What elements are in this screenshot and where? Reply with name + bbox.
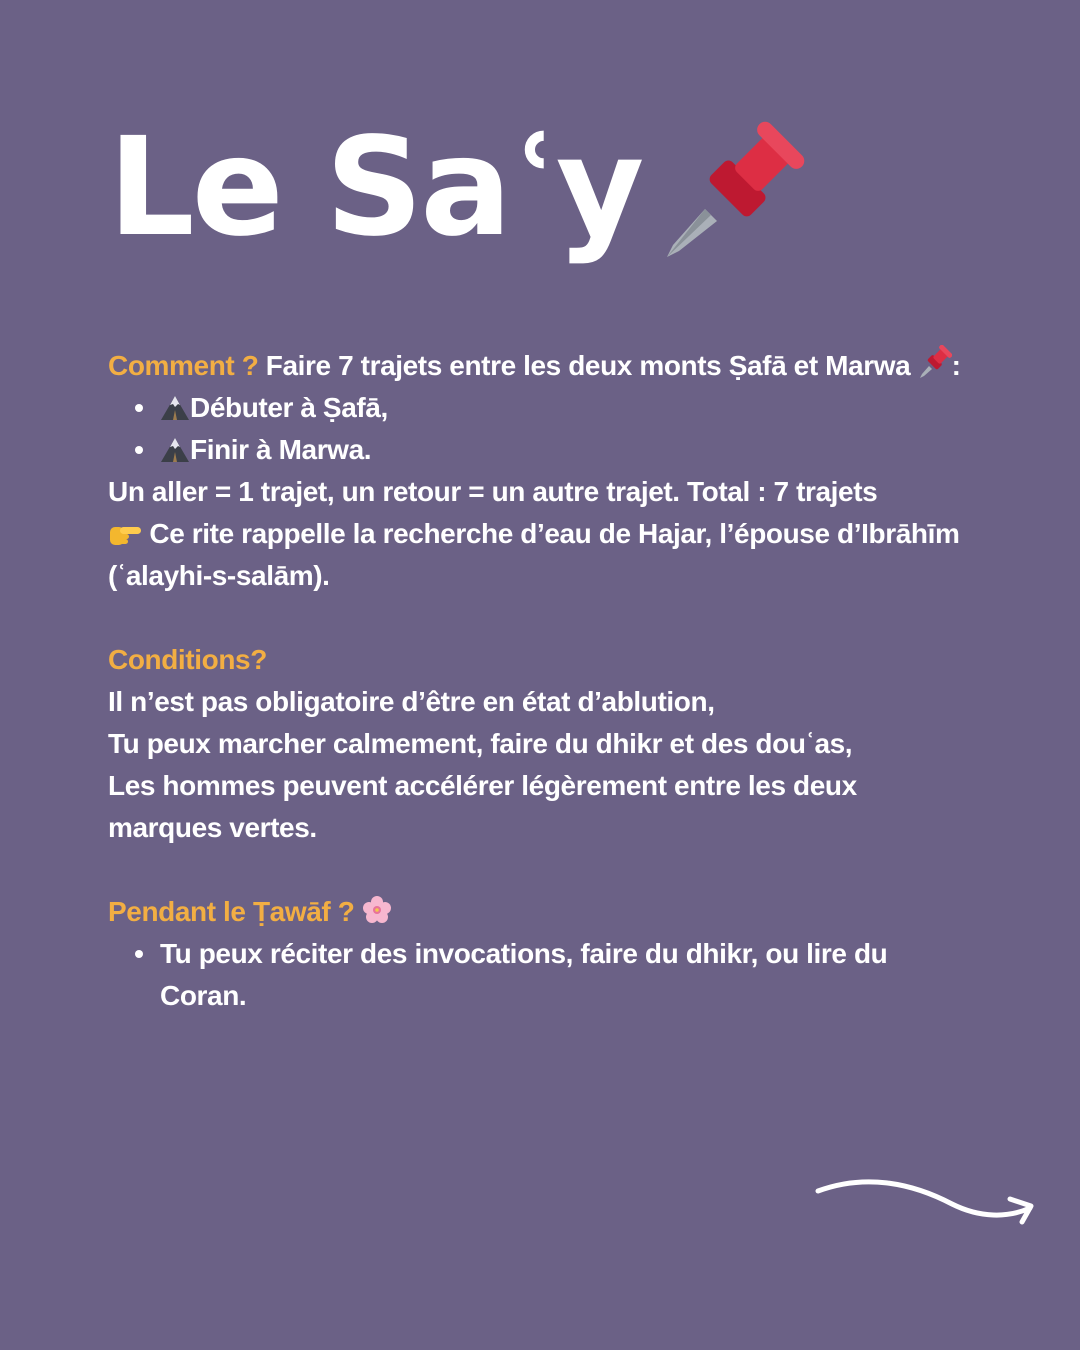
list-item: Débuter à Ṣafā, [108, 387, 978, 429]
cherry-blossom-icon [362, 895, 392, 925]
condition-line: marques vertes. [108, 812, 317, 843]
content [108, 345, 978, 1017]
intro-line [108, 345, 978, 387]
pushpin-icon [665, 121, 805, 261]
tawaf-list [108, 933, 978, 1017]
steps-list [108, 387, 978, 471]
mountain-icon [160, 393, 190, 421]
list-item: Tu peux réciter des invocations, faire du dhikr, ou lire du Coran. [108, 933, 900, 1017]
tawaf-heading [108, 891, 978, 933]
list-item: Finir à Marwa. [108, 429, 978, 471]
condition-line: Tu peux marcher calmement, faire du dhikr et des douʿas, [108, 728, 853, 759]
condition-line: Les hommes peuvent accélérer légèrement entre les deux [108, 770, 857, 801]
note-line: Ce rite rappelle la recherche d’eau de Hajar, l’épouse d’Ibrāhīm [108, 513, 978, 555]
comment-label: Comment ? [108, 350, 259, 381]
explanation: Un aller = 1 trajet, un retour = un autre trajet. Total : 7 trajets [108, 476, 878, 507]
condition-line: Il n’est pas obligatoire d’être en état d’ablution, [108, 686, 715, 717]
intro-colon: : [951, 350, 961, 381]
intro-text: Faire 7 trajets entre les deux monts Ṣafā et Marwa [265, 350, 911, 381]
pointing-hand-icon [108, 521, 142, 547]
conditions-label: Conditions? [108, 644, 267, 675]
pushpin-icon [918, 345, 952, 379]
tawaf-label: Pendant le Ṭawāf ? [108, 896, 355, 927]
note-line-2: (ʿalayhi-s-salām). [108, 560, 330, 591]
page-title: Le Saʿy [108, 109, 642, 267]
curved-arrow-right-icon[interactable] [812, 1172, 1042, 1232]
mountain-icon [160, 435, 190, 463]
title-row [108, 108, 805, 268]
